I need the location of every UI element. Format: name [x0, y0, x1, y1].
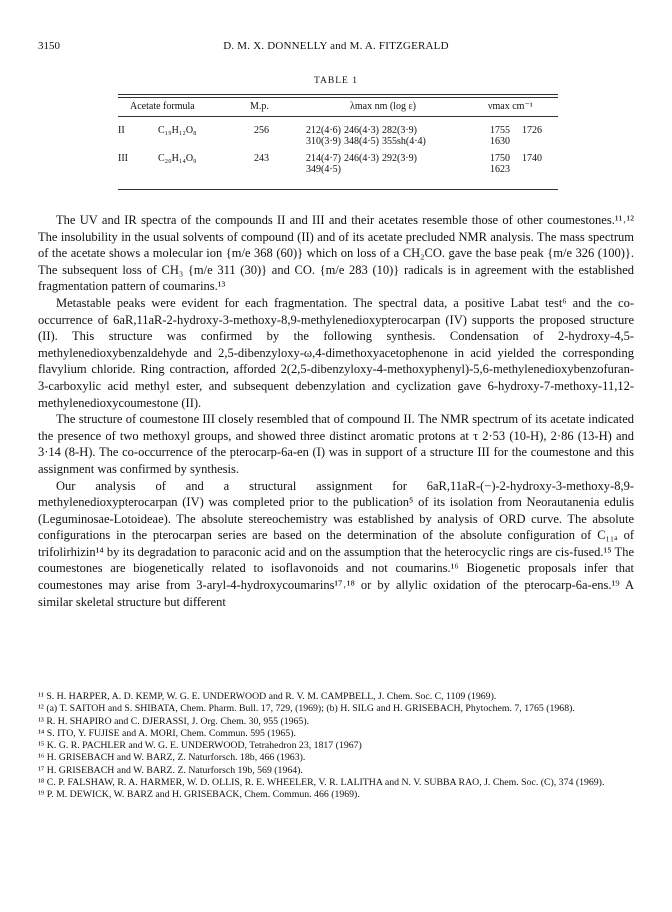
- cell-formula: C₁₉H₁₂O₈: [158, 125, 197, 136]
- footnotes: [38, 691, 634, 802]
- footnote: ¹⁷ H. GRISEBACH and W. BARZ. Z. Naturforsch 19b, 569 (1964).: [38, 764, 303, 776]
- nu-value: 1630: [490, 136, 510, 147]
- cell-nu: [490, 125, 552, 147]
- col-header-lambda: λmax nm (log ε): [350, 101, 416, 112]
- table-row: [118, 153, 558, 183]
- lambda-value: 246(4·3): [344, 125, 379, 136]
- table-caption: TABLE 1: [314, 76, 358, 86]
- cell-mp: 243: [254, 153, 269, 164]
- footnote: ¹³ R. H. SHAPIRO and C. DJERASSI, J. Org. Chem. 30, 955 (1965).: [38, 715, 310, 727]
- footnote: ¹⁹ P. M. DEWICK, W. BARZ and H. GRISEBACK, Chem. Commun. 466 (1969).: [38, 789, 360, 801]
- nu-value: 1740: [522, 153, 542, 164]
- cell-compound: II: [118, 125, 125, 136]
- footnote: ¹⁵ K. G. R. PACHLER and W. G. E. UNDERWOOD, Tetrahedron 23, 1817 (1967): [38, 740, 362, 752]
- table-bottom-rule: [118, 189, 558, 190]
- data-table: [118, 94, 558, 190]
- nu-value: 1726: [522, 125, 542, 136]
- cell-mp: 256: [254, 125, 269, 136]
- nu-value: 1623: [490, 164, 510, 175]
- col-header-mp: M.p.: [250, 101, 269, 112]
- nu-value: 1750: [490, 153, 510, 164]
- body-text: [38, 212, 634, 610]
- table-top-rule: [118, 94, 558, 95]
- lambda-value: 348(4·5): [344, 136, 379, 147]
- table-header-row: [118, 98, 558, 116]
- footnote: ¹¹ S. H. HARPER, A. D. KEMP, W. G. E. UNDERWOOD and R. V. M. CAMPBELL, J. Chem. Soc. C, 1109 (1969).: [38, 691, 497, 702]
- footnote: ¹⁶ H. GRISEBACH and W. BARZ, Z. Naturforsch. 18b, 466 (1963).: [38, 752, 306, 764]
- cell-formula: C₂₀H₁₄O₉: [158, 153, 197, 164]
- paragraph: Our analysis of and a structural assignment for 6aR,11aR-(−)-2-hydroxy-3-methoxy-8,9-methylenedioxypterocarpan (IV) was completed prior to the publication⁵ of its isolation from Neorautanenia edulis (Leguminosae-Lotoideae). The absolute stereochemistry was established by analysis of ORD curve. The absolute configurations in the pterocarpan series are based on the determination of the absolute configuration of C₁₁ₐ of trifolirhizin¹⁴ by its degradation to paraconic acid and on the assumption that the heterocyclic rings are cis-fused.¹⁵ The coumestones are biogenetically related to isoflavonoids and not coumarins.¹⁶ Biogenetic proposals infer that coumestones may arise from 3-aryl-4-hydroxycoumarins¹⁷˒¹⁸ or by allylic oxidation of the pterocarp-6a-ens.¹⁹ A similar skeletal structure but different: [38, 478, 634, 609]
- cell-lambda: [306, 153, 430, 175]
- lambda-value: 355sh(4·4): [382, 136, 426, 147]
- footnote: ¹⁸ C. P. FALSHAW, R. A. HARMER, W. D. OLLIS, R. E. WHEELER, V. R. LALITHA and N. V. SUBBA RAO, J. Chem. Soc. (C), 374 (1969).: [38, 777, 605, 789]
- col-header-acetate: Acetate formula: [130, 101, 195, 112]
- nu-value: 1755: [490, 125, 510, 136]
- lambda-value: 246(4·3): [344, 153, 379, 164]
- running-header: [38, 40, 634, 56]
- cell-compound: III: [118, 153, 128, 164]
- running-title: D. M. X. DONNELLY and M. A. FITZGERALD: [223, 40, 449, 52]
- table-header-rule: [118, 116, 558, 117]
- page-number: 3150: [38, 40, 60, 52]
- nu-value: [522, 136, 552, 147]
- cell-lambda: [306, 125, 430, 147]
- cell-nu: [490, 153, 552, 175]
- lambda-value: 349(4·5): [306, 164, 341, 175]
- lambda-value: 214(4·7): [306, 153, 341, 164]
- lambda-value: 212(4·6): [306, 125, 341, 136]
- lambda-value: 292(3·9): [382, 153, 417, 164]
- paragraph: The UV and IR spectra of the compounds II and III and their acetates resemble those of other coumestones.¹¹˒¹² The insolubility in the usual solvents of compound (II) and of its acetate precluded NMR analysis. The mass spectrum of the acetate shows a molecular ion {m/e 368 (60)} which on loss of a CH₂CO. gave the base peak {m/e 326 (100)}. The subsequent loss of CH₃ {m/e 311 (30)} and CO. {m/e 283 (10)} radicals is in agreement with the established fragmentation pattern of coumarins.¹³: [38, 213, 634, 294]
- paragraph: Metastable peaks were evident for each fragmentation. The spectral data, a positive Labat test⁶ and the co-occurrence of 6aR,11aR-2-hydroxy-3-methoxy-8,9-methylenedioxypterocarpan (IV) supports the proposed structure (II). This structure was confirmed by the following synthesis. Condensation of 2-hydroxy-4,5-methylenedioxybenzaldehyde and 2,5-dibenzyloxy-ω,4-dimethoxyacetophenone in acid yielded the corresponding flavylium chloride. Ring contraction, afforded 2(2,5-dibenzyloxy-4-methoxyphenyl)-5,6-methylenedioxybenzofuran-3-carboxylic acid methyl ester, and subsequent debenzylation and cyclization gave 6-hydroxy-7-methoxy-11,12-methylenedioxycoumestone (II).: [38, 295, 634, 410]
- lambda-value: 310(3·9): [306, 136, 341, 147]
- col-header-nu: νmax cm⁻¹: [488, 101, 533, 112]
- lambda-value: [382, 164, 430, 175]
- paragraph: The structure of coumestone III closely resembled that of compound II. The NMR spectrum of its acetate indicated the presence of two methoxyl groups, and showed three distinct aromatic protons at τ 2·53 (10-H), 2·86 (13-H) and 3·14 (8-H). The co-occurrence of the pterocarp-6a-en (I) was in support of a structure III for the coumestone and this assignment was confirmed by synthesis.: [38, 412, 634, 476]
- footnote: ¹⁴ S. ITO, Y. FUJISE and A. MORI, Chem. Commun. 595 (1965).: [38, 727, 296, 739]
- nu-value: [522, 164, 552, 175]
- lambda-value: [344, 164, 382, 175]
- lambda-value: 282(3·9): [382, 125, 417, 136]
- table-row: [118, 125, 558, 151]
- footnote: ¹² (a) T. SAITOH and S. SHIBATA, Chem. Pharm. Bull. 17, 729, (1969); (b) H. SILG and H. GRISEBACH, Phytochem. 7, 1765 (1968).: [38, 703, 575, 715]
